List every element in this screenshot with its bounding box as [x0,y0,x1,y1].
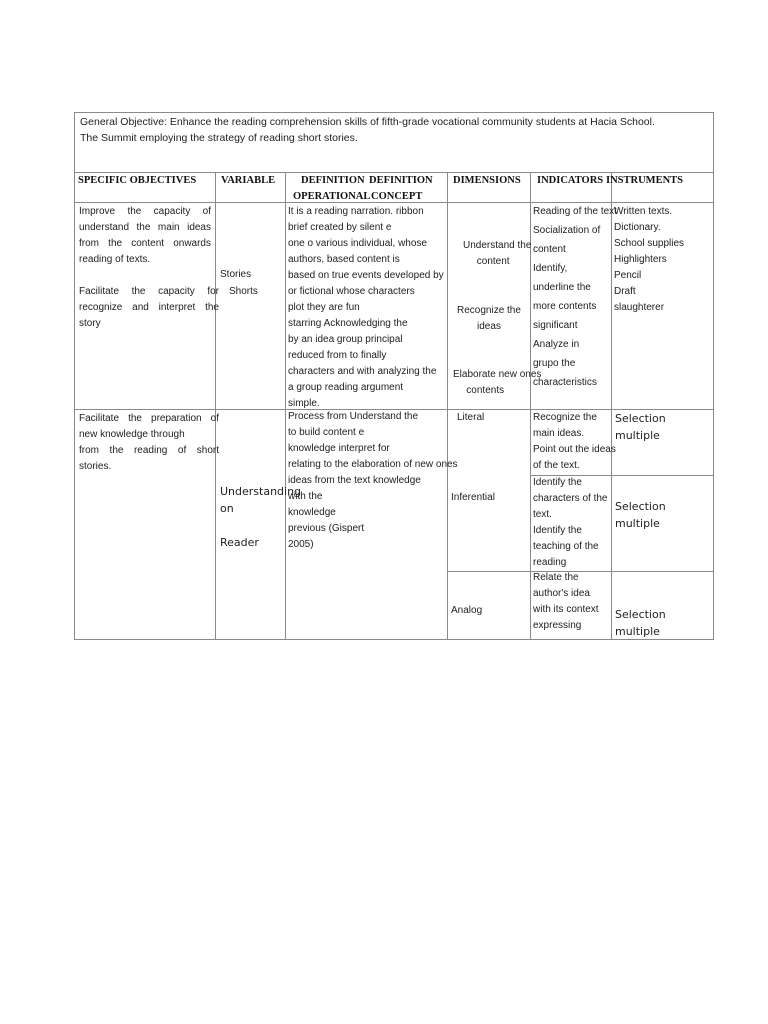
row1-instruments: Written texts. Dictionary. School supplies Highlighters Pencil Draft slaughterer [614,206,685,313]
row1-variable-line-2: Shorts [229,286,258,297]
row2-definition: Process from Understand the to build content e knowledge interpret for relating to the elaboration of new ones ideas from the text knowledge with the knowledge previous (Gispert 2005) [288,411,458,550]
row2-indicators-literal: Recognize the main ideas. Point out the ideas of the text. [533,412,616,471]
row1-definition: It is a reading narration. ribbon brief created by silent e one o various individual, whose authors, based content is based on true events developed by or fictional whose characters plot they are fun starring Acknowledging the by an idea group principal reduced from to finally characters and with analyzing the a group reading argument simple. [288,206,444,409]
row2-dimension-analog: Analog [451,605,483,616]
row2-instruments-literal: Selection multiple [615,412,666,442]
column-divider [447,173,448,640]
row1-indicators: Reading of the text Socialization of content Identify, underline the more contents significant Analyze in grupo the characteristics [533,206,617,388]
header-definition-concept-2: CONCEPT [371,191,423,202]
general-objective-line-1: General Objective: Enhance the reading comprehension skills of fifth-grade vocational community students at Hacia School. [80,116,655,128]
row1-dimension-understand: Understand the content [463,240,532,267]
column-divider [285,173,286,640]
header-definition-concept-1: DEFINITION [369,175,433,186]
objectives-table [74,112,714,640]
row2-instruments-analog: Selection multiple [615,608,666,638]
row1-variable-line-1: Stories [220,269,252,280]
row1-dimension-recognize: Recognize the ideas [457,305,521,332]
header-definition-operational-2: OPERATIONAL [293,191,371,202]
row1-specific-objectives: Improve the capacity of understand the main ideas from the content onwards reading of texts. [79,206,211,265]
row1-dimension-elaborate: Elaborate new ones contents [453,369,542,396]
column-divider [215,173,216,640]
header-dimensions: DIMENSIONS [453,175,521,186]
general-objective [75,113,713,173]
row2-indicators-analog: Relate the author's idea with its context expressing [533,572,599,631]
header-specific-objectives: SPECIFIC OBJECTIVES [78,175,197,186]
general-objective-line-2: The Summit employing the strategy of reading short stories. [80,132,358,144]
row2-indicators-inferential: Identify the characters of the text. Identify the teaching of the reading [533,477,608,568]
row2-instruments-inferential: Selection multiple [615,500,666,530]
header-indicators: INDICATORS [537,175,604,186]
row1-specific-objectives-2: Facilitate the capacity for recognize and interpret the story [79,286,219,329]
header-definition-operational-1: DEFINITION [301,175,365,186]
row2-variable: Understanding on Reader [220,485,302,549]
header-variable: VARIABLE [221,175,276,186]
header-instruments: INSTRUMENTS [606,175,684,186]
row2-dimension-inferential: Inferential [451,492,495,503]
row2-specific-objectives: Facilitate the preparation of new knowledge through from the reading of short stories. [79,413,219,472]
row2-dimension-literal: Literal [457,412,485,423]
